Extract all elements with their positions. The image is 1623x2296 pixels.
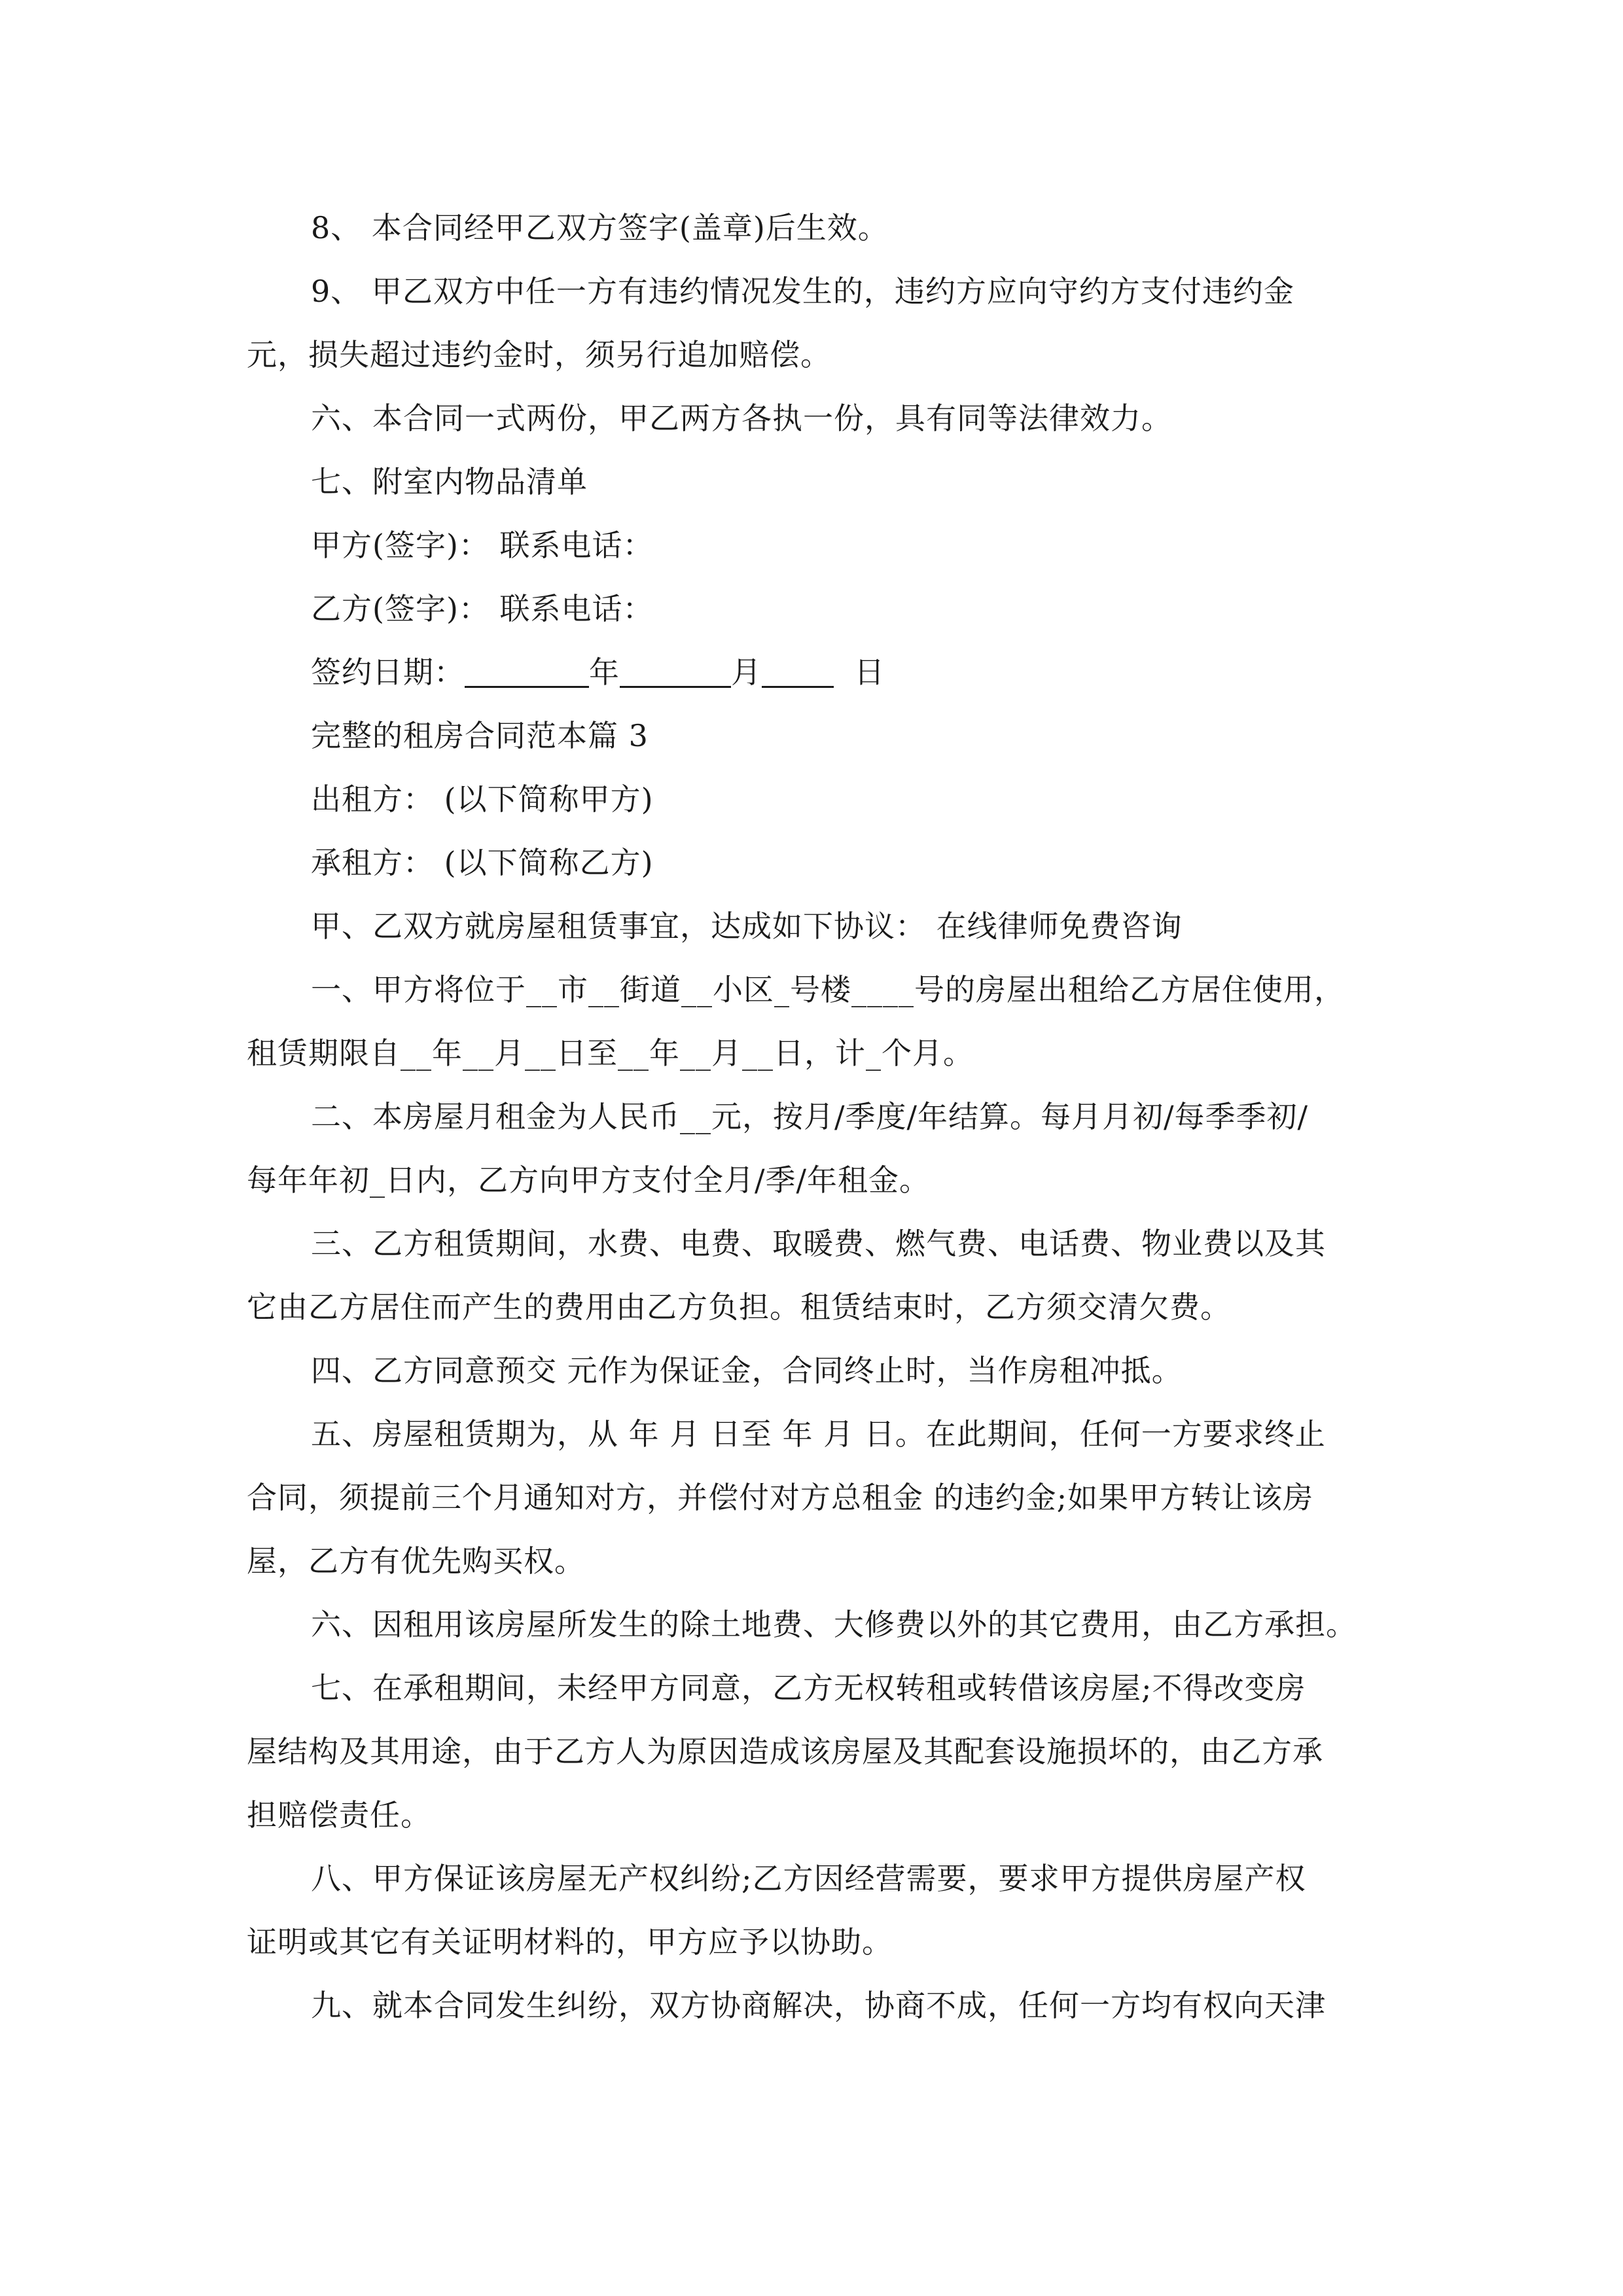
sign-date-year-blank [465,656,589,688]
article-1 [247,958,1379,1085]
article-7 [247,1657,1379,1847]
article-1-line: 一、甲方将位于__市__街道__小区_号楼____号的房屋出租给乙方居住使用， [311,972,1345,1007]
clause-9-line: 9、 甲乙双方中任一方有违约情况发生的，违约方应向守约方支付违约金 [311,274,1294,309]
sign-date-day: 日 [854,655,885,690]
document-body [247,196,1379,2037]
article-6: 六、因租用该房屋所发生的除土地费、大修费以外的其它费用，由乙方承担。 [311,1607,1357,1642]
clause-9 [247,260,1379,387]
sign-date-month-blank [620,656,731,688]
section-7-inventory: 七、附室内物品清单 [311,464,588,499]
lessor-line: 出租方： (以下简称甲方) [311,781,654,817]
article-5-line: 合同，须提前三个月通知对方，并偿付对方总租金 的违约金;如果甲方转让该房 [247,1480,1314,1515]
section-6-copies: 六、本合同一式两份，甲乙两方各执一份，具有同等法律效力。 [311,401,1172,436]
article-7-line: 屋结构及其用途，由于乙方人为原因造成该房屋及其配套设施损坏的，由乙方承 [247,1734,1323,1769]
article-3-line: 三、乙方租赁期间，水费、电费、取暖费、燃气费、电话费、物业费以及其 [311,1226,1326,1261]
party-a-signature: 甲方(签字)： 联系电话： [311,528,654,563]
sign-date-day-blank [762,656,834,688]
article-8-line: 证明或其它有关证明材料的，甲方应予以协助。 [247,1924,893,1960]
article-2-line: 二、本房屋月租金为人民币__元，按月/季度/年结算。每月月初/每季季初/ [311,1099,1308,1134]
article-8 [247,1847,1379,1974]
article-8-line: 八、甲方保证该房屋无产权纠纷;乙方因经营需要，要求甲方提供房屋产权 [311,1861,1306,1896]
article-2 [247,1085,1379,1212]
article-5-line: 屋，乙方有优先购买权。 [247,1543,585,1579]
sign-date-year: 年 [589,655,620,690]
sign-date-label: 签约日期： [311,655,465,690]
article-3-line: 它由乙方居住而产生的费用由乙方负担。租赁结束时，乙方须交清欠费。 [247,1289,1231,1325]
party-b-signature: 乙方(签字)： 联系电话： [311,591,654,626]
section-heading: 完整的租房合同范本篇 3 [311,718,649,753]
article-7-line: 担赔偿责任。 [247,1797,431,1833]
clause-9-line: 元，损失超过违约金时，须另行追加赔偿。 [247,337,831,372]
article-1-line: 租赁期限自__年__月__日至__年__月__日，计_个月。 [247,1035,974,1071]
clause-8: 8、 本合同经甲乙双方签字(盖章)后生效。 [311,210,889,245]
article-7-line: 七、在承租期间，未经甲方同意，乙方无权转租或转借该房屋;不得改变房 [311,1670,1306,1706]
article-9: 九、就本合同发生纠纷，双方协商解决，协商不成，任何一方均有权向天津 [311,1988,1326,2023]
article-5-line: 五、房屋租赁期为，从 年 月 日至 年 月 日。在此期间，任何一方要求终止 [311,1416,1326,1452]
lessee-line: 承租方： (以下简称乙方) [311,845,654,880]
article-4: 四、乙方同意预交 元作为保证金，合同终止时，当作房租冲抵。 [311,1353,1183,1388]
article-5 [247,1403,1379,1593]
agreement-intro: 甲、乙双方就房屋租赁事宜，达成如下协议： 在线律师免费咨询 [311,908,1183,944]
article-2-line: 每年年初_日内，乙方向甲方支付全月/季/年租金。 [247,1162,930,1198]
sign-date-line [247,641,1379,704]
sign-date-month: 月 [731,655,762,690]
article-3 [247,1212,1379,1339]
